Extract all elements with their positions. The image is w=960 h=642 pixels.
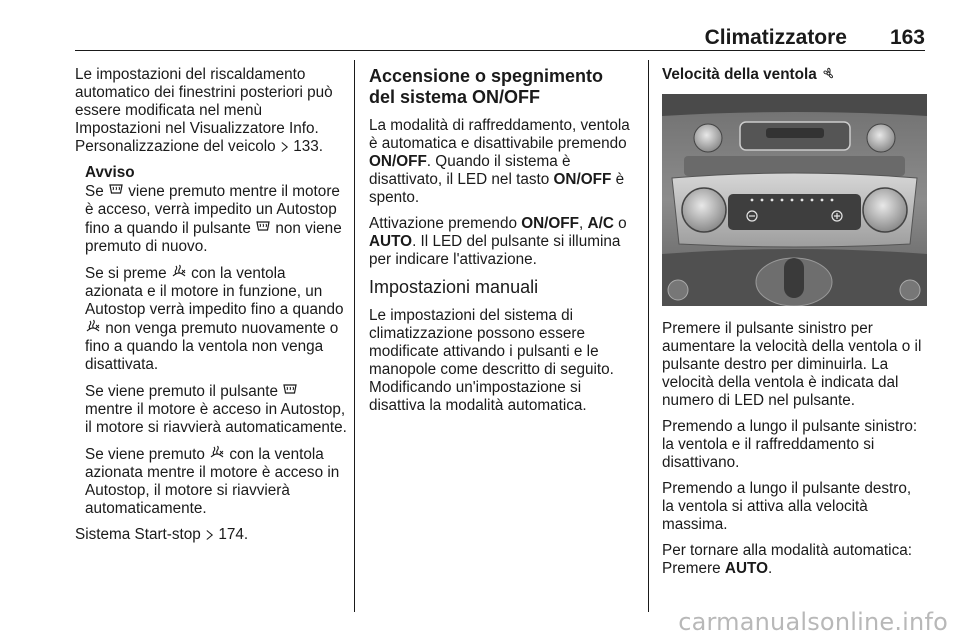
intro-reference-link[interactable]: 133.: [293, 138, 323, 155]
fan-paragraph-2: Premendo a lungo il pulsante sinistro: la ventola e il raffreddamento si disattivano.: [662, 418, 918, 471]
left-temperature-knob: [682, 188, 726, 232]
onoff-paragraph-1: La modalità di raffreddamento, ventola è automatica e disattivabile premendo ON/OFF. Quando il sistema è disattivato, il LED nel tasto ON/OFF è spento.: [369, 117, 630, 206]
right-temperature-knob: [863, 188, 907, 232]
page-number: 163: [889, 26, 925, 49]
rear-window-heating-icon: [108, 182, 124, 198]
climate-control-photo: [662, 94, 927, 306]
fan-icon: [821, 66, 836, 81]
onoff-paragraph-2: Attivazione premendo ON/OFF, A/C o AUTO. Il LED del pulsante si illumina per indicare l'attivazione.: [369, 215, 627, 268]
rear-window-heating-icon: [282, 382, 298, 398]
column-middle: [369, 66, 634, 423]
column-left: [75, 66, 347, 552]
fan-paragraph-4: Per tornare alla modalità automatica: Premere AUTO.: [662, 542, 912, 577]
lower-right-control: [900, 280, 920, 300]
start-stop-reference: Sistema Start-stop 174.: [75, 526, 249, 543]
column-divider-2: [648, 60, 649, 612]
page-title: Climatizzatore: [704, 26, 847, 49]
note-paragraph-2: Se si preme con la ventola azionata e il motore in funzione, un Autostop verrà impedito fino a quando non venga premuto nuovamente o fino a quando la ventola non venga disattivata.: [85, 265, 344, 373]
header-divider: [75, 50, 925, 51]
section-title-manual: Impostazioni manuali: [369, 277, 539, 297]
left-vent-knob: [694, 124, 722, 152]
fan-paragraph-3: Premendo a lungo il pulsante destro, la ventola si attiva alla velocità massima.: [662, 480, 912, 533]
fan-control-panel: [728, 194, 861, 230]
note-paragraph-4: Se viene premuto con la ventola azionata mentre il motore è acceso in Autostop, il motore si riavvierà automaticamente.: [85, 446, 340, 517]
center-display-slot: [766, 128, 824, 138]
gear-lever: [784, 258, 804, 298]
note-title: Avviso: [85, 164, 135, 181]
fan-speed-heading: Velocità della ventola: [662, 66, 927, 84]
section-title-onoff: Accensione o spegnimento del sistema ON/OFF: [369, 66, 604, 107]
note-paragraph-1: Se viene premuto mentre il motore è acceso, verrà impedito un Autostop fino a quando il pulsante non viene premuto di nuovo.: [85, 183, 342, 255]
intro-paragraph: Le impostazioni del riscaldamento automatico dei finestrini posteriori può essere modificata nel menù Impostazioni nel Visualizzatore Info. Personalizzazione del veicolo 133.: [75, 66, 333, 155]
lower-left-control: [668, 280, 688, 300]
page-reference-icon: [205, 529, 214, 541]
right-vent-knob: [867, 124, 895, 152]
rear-window-heating-icon: [255, 219, 271, 235]
column-divider-1: [354, 60, 355, 612]
column-right: [662, 66, 927, 586]
windscreen-defrost-icon: [85, 319, 101, 335]
note-paragraph-3: Se viene premuto il pulsante mentre il motore è acceso in Autostop, il motore si riavvierà automaticamente.: [85, 383, 347, 436]
fan-paragraph-1: Premere il pulsante sinistro per aumentare la velocità della ventola o il pulsante destro per diminuirla. La velocità della ventola è indicata dal numero di LED nel pulsante.: [662, 320, 922, 409]
page-reference-icon: [280, 141, 289, 153]
start-stop-reference-link[interactable]: 174.: [218, 526, 249, 543]
note-box: [85, 164, 347, 518]
manual-paragraph: Le impostazioni del sistema di climatizzazione possono essere modificate attivando i pulsanti e le manopole come descritto di seguito. Modificando un'impostazione si disattiva la modalità automatica.: [369, 307, 614, 414]
windscreen-defrost-icon: [209, 445, 225, 461]
page-header: [75, 0, 925, 52]
watermark: carmanualsonline.info: [678, 608, 948, 636]
windscreen-defrost-icon: [171, 264, 187, 280]
